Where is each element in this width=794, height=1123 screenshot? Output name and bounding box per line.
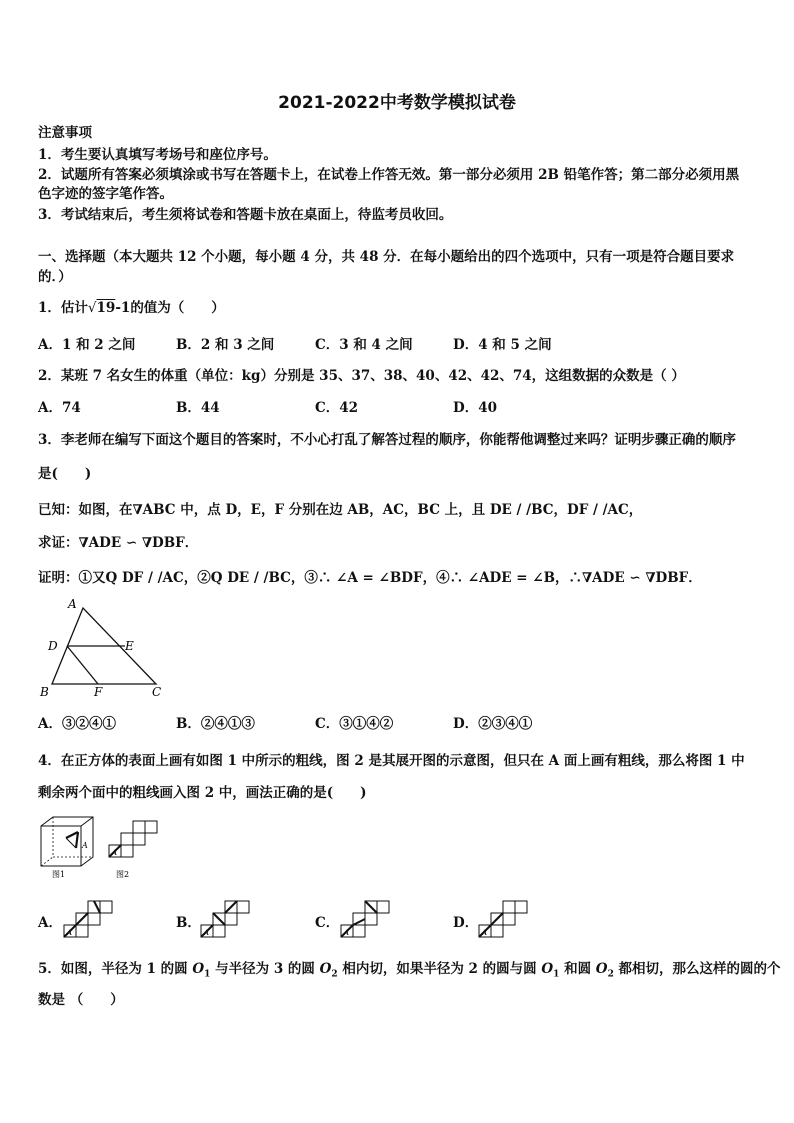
question-4-option-c: C． — [315, 915, 340, 931]
point-label-d: D — [48, 639, 58, 653]
question-3-proof: 证明：①又Q DF / /AC，②Q DE / /BC，③∴ ∠A = ∠BDF，④∴ ∠ADE = ∠B，∴∇ADE ∽ ∇DBF． — [38, 570, 702, 586]
circle-o2-symbol-2: O — [595, 961, 608, 977]
triangle-figure — [36, 596, 166, 702]
cube-thick-line-1 — [66, 832, 78, 838]
option-a-face-label: A — [67, 929, 73, 937]
question-5-part-5: 都相切，那么这样的圆的个 — [613, 961, 781, 977]
section-1-heading-line1: 一、选择题（本大题共 12 个小题，每小题 4 分，共 48 分．在每小题给出的四个选项中，只有一项是符合题目要求 — [38, 249, 735, 265]
question-3-prove: 求证：∇ADE ∽ ∇DBF． — [38, 535, 199, 551]
question-3-given: 已知：如图，在∇ABC 中，点 D，E，F 分别在边 AB，AC，BC 上，且 DE / /BC，DF / /AC， — [38, 502, 643, 518]
option-b-net-figure — [200, 900, 255, 940]
figure-2-caption: 图2 — [116, 870, 130, 879]
notice-item-2-line1: 2．试题所有答案必须填涂或书写在答题卡上，在试卷上作答无效。第一部分必须用 2B 铅笔作答；第二部分必须用黑 — [38, 167, 740, 183]
notice-item-3: 3．考试结束后，考生须将试卷和答题卡放在桌面上，待监考员收回。 — [38, 207, 453, 223]
point-label-b: B — [40, 685, 49, 699]
option-d-net-figure — [478, 900, 533, 940]
option-a-net-figure — [63, 900, 118, 940]
circle-o2-subscript-2: 2 — [607, 969, 614, 980]
question-3-option-b: B．②④①③ — [176, 716, 255, 732]
question-1-option-d: D．4 和 5 之间 — [453, 337, 552, 353]
question-5-part-1: 5．如图，半径为 1 的圆 — [38, 961, 193, 977]
question-1-option-a: A．1 和 2 之间 — [38, 337, 136, 353]
point-label-c: C — [152, 685, 162, 699]
point-label-e: E — [125, 639, 134, 653]
question-4-stem-line1: 4．在正方体的表面上画有如图 1 中所示的粗线，图 2 是其展开图的示意图，但只在 A 面上画有粗线，那么将图 1 中 — [38, 753, 745, 769]
option-c-face-label: A — [344, 929, 350, 937]
section-1-heading-line2: 的．） — [38, 269, 72, 285]
question-1-option-b: B．2 和 3 之间 — [176, 337, 275, 353]
page-title: 2021-2022中考数学模拟试卷 — [278, 93, 516, 113]
question-1-prefix: 1．估计 — [38, 300, 88, 316]
net-face-label-a: A — [112, 849, 118, 857]
question-2-stem: 2．某班 7 名女生的体重（单位：kg）分别是 35、37、38、40、42、42、74，这组数据的众数是（ ） — [38, 368, 685, 384]
question-1-suffix: 的值为（ ） — [130, 300, 225, 316]
question-3-option-a: A．③②④① — [38, 716, 116, 732]
notice-item-2-line2: 色字迹的签字笔作答。 — [38, 186, 173, 202]
question-2-option-b: B．44 — [176, 400, 220, 416]
notice-item-1: 1．考生要认真填写考场号和座位序号。 — [38, 147, 277, 163]
point-label-a: A — [68, 597, 77, 611]
cube-thick-line-2 — [76, 832, 78, 848]
notice-heading: 注意事项 — [38, 125, 92, 141]
cube-hidden-edges — [53, 817, 93, 857]
question-2-option-c: C．42 — [315, 400, 359, 416]
cube-figure — [38, 814, 98, 880]
question-1-option-c: C．3 和 4 之间 — [315, 337, 413, 353]
option-b-face-label: A — [204, 929, 210, 937]
question-1-radicand: 19 — [96, 300, 116, 316]
cube-front-face — [41, 826, 81, 866]
question-3-option-c: C．③①④② — [315, 716, 394, 732]
cube-top-edge — [81, 817, 93, 826]
circle-o1-subscript-2: 1 — [553, 969, 560, 980]
cube-hidden-edge — [41, 857, 53, 866]
cube-thin-line — [66, 838, 76, 848]
figure-1-caption: 图1 — [52, 870, 66, 879]
question-1-stem — [38, 296, 225, 316]
question-3-stem-line2: 是( ) — [38, 466, 92, 482]
question-3-stem-line1: 3．李老师在编写下面这个题目的答案时，不小心打乱了解答过程的顺序，你能帮他调整过来吗？证明步骤正确的顺序 — [38, 432, 736, 448]
question-5-part-3: 相内切，如果半径为 2 的圆与圆 — [337, 961, 542, 977]
question-5-stem-line2: 数是 （ ） — [38, 992, 124, 1008]
circle-o1-symbol: O — [192, 961, 205, 977]
question-1-minus: -1 — [115, 300, 131, 316]
cube-net-figure — [108, 820, 163, 880]
question-2-option-a: A．74 — [38, 400, 81, 416]
question-5-part-4: 和圆 — [559, 961, 596, 977]
option-d-face-label: A — [482, 929, 488, 937]
question-4-option-a: A． — [38, 915, 62, 931]
circle-o1-symbol-2: O — [541, 961, 554, 977]
question-5-stem-line1 — [38, 957, 781, 980]
question-4-option-b: B． — [176, 915, 201, 931]
segment-df — [67, 646, 98, 684]
sqrt-sign-icon: √ — [87, 300, 97, 316]
cube-face-label-a: A — [82, 841, 88, 850]
circle-o2-symbol: O — [319, 961, 332, 977]
point-label-f: F — [94, 685, 103, 699]
option-c-net-figure — [340, 900, 395, 940]
question-4-stem-line2: 剩余两个面中的粗线画入图 2 中，画法正确的是( ) — [38, 785, 367, 801]
circle-o1-subscript: 1 — [204, 969, 211, 980]
circle-o2-subscript: 2 — [331, 969, 338, 980]
question-5-part-2: 与半径为 3 的圆 — [210, 961, 320, 977]
question-3-option-d: D．②③④① — [453, 716, 533, 732]
question-2-option-d: D．40 — [453, 400, 497, 416]
question-4-option-d: D． — [453, 915, 479, 931]
